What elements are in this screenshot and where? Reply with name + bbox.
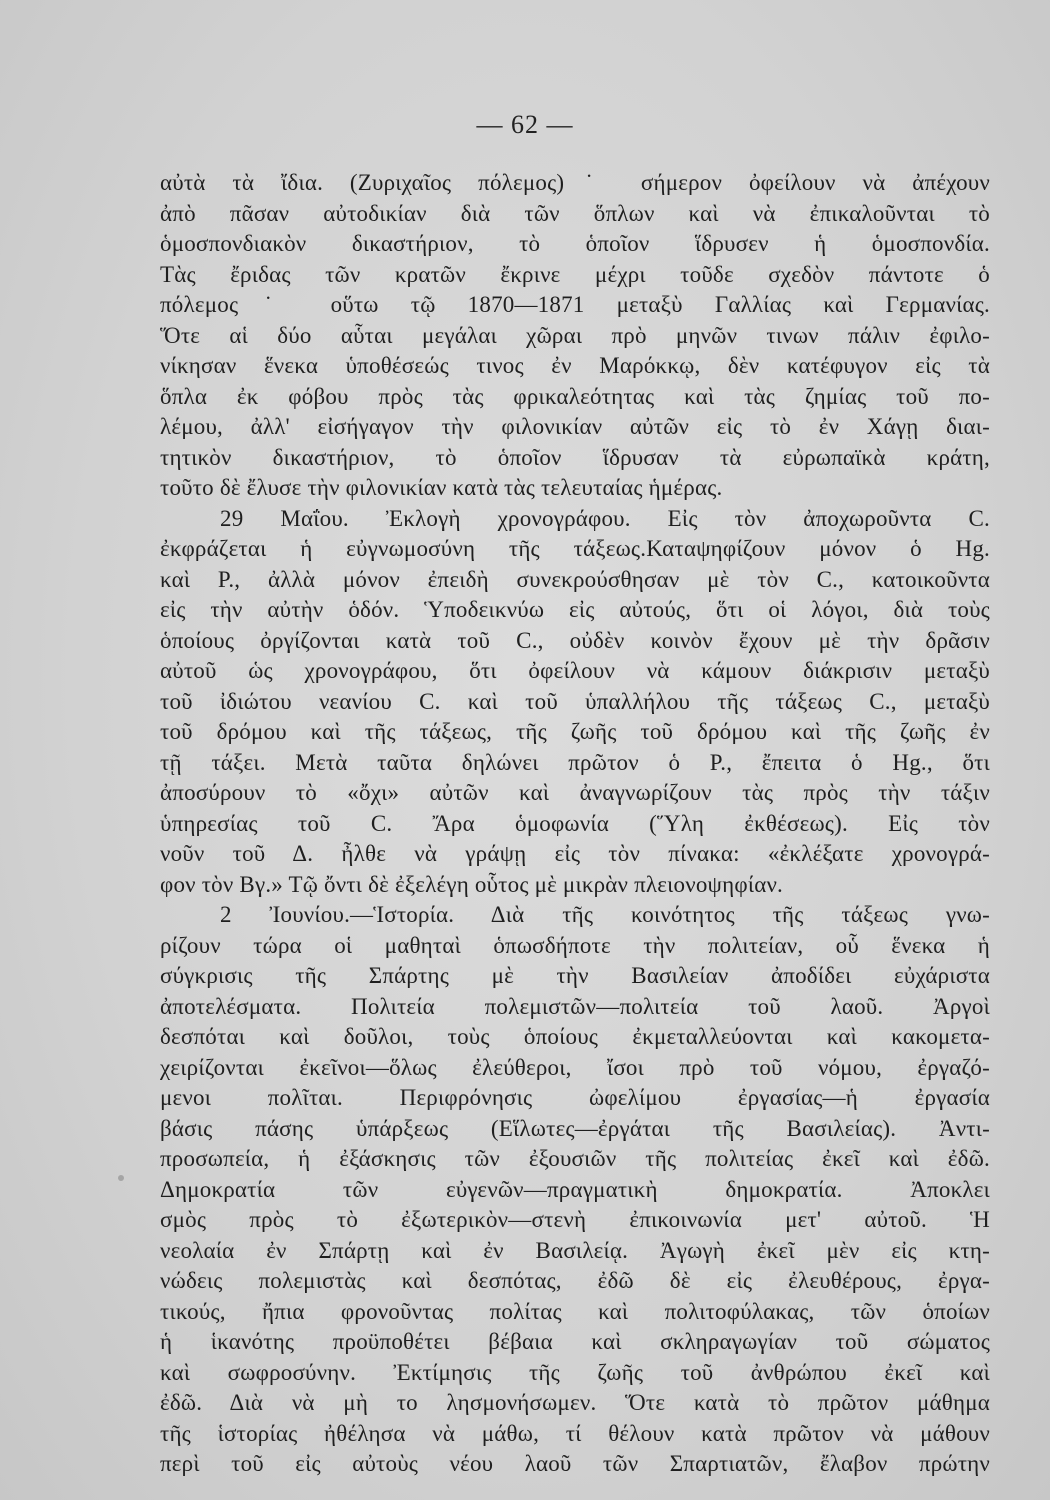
text-line: ὁποίους ὀργίζονται κατὰ τοῦ C., οὐδὲν κοινὸν ἔχουν μὲ τὴν δρᾶσιν [160, 627, 990, 653]
text-line: νίκησαν ἕνεκα ὑποθέσεώς τινος ἐν Μαρόκκῳ, δὲν κατέφυγον εἰς τὰ [160, 353, 990, 378]
text-line: τικούς, ἤπια φρονοῦντας πολίτας καὶ πολιτοφύλακας, τῶν ὁποίων [160, 1298, 990, 1324]
text-line: 2 Ἰουνίου.—Ἱστορία. Διὰ τῆς κοινότητος τῆς τάξεως γνω- [220, 902, 990, 927]
text-line: σμὸς πρὸς τὸ ἐξωτερικὸν—στενὴ ἐπικοινωνία μετ' αὐτοῦ. Ἡ [160, 1207, 990, 1232]
text-line: φον τὸν Bγ.» Τῷ ὄντι δὲ ἐξελέγη οὗτος μὲ μικρὰν πλειονοψηφίαν. [160, 871, 784, 897]
text-line: τοῦ δρόμου καὶ τῆς τάξεως, τῆς ζωῆς τοῦ δρόμου καὶ τῆς ζωῆς ἐν [160, 719, 990, 744]
text-line: καὶ P., ἀλλὰ μόνον ἐπειδὴ συνεκρούσθησαν μὲ τὸν C., κατοικοῦντα [160, 566, 990, 592]
text-line: προσωπεία, ἡ ἐξάσκησις τῶν ἐξουσιῶν τῆς πολιτείας ἐκεῖ καὶ ἐδῶ. [160, 1146, 990, 1171]
text-line: ὅπλα ἐκ φόβου πρὸς τὰς φρικαλεότητας καὶ τὰς ζημίας τοῦ πο- [160, 383, 990, 409]
text-line: σύγκρισις τῆς Σπάρτης μὲ τὴν Βασιλείαν ἀποδίδει εὐχάριστα [160, 963, 990, 988]
text-line: τῆς ἱστορίας ἠθέλησα νὰ μάθω, τί θέλουν κατὰ πρῶτον νὰ μάθουν [160, 1420, 990, 1446]
text-line: αὐτὰ τὰ ἴδια. (Ζυριχαῖος πόλεμος)˙ σήμερον ὀφείλουν νὰ ἀπέχουν [160, 170, 990, 195]
body-text [160, 168, 990, 1480]
text-line: μενοι πολῖται. Περιφρόνησις ὠφελίμου ἐργασίας—ἡ ἐργασία [160, 1085, 990, 1110]
page-number: — 62 — [476, 110, 574, 139]
text-line: περὶ τοῦ εἰς αὐτοὺς νέου λαοῦ τῶν Σπαρτιατῶν, ἔλαβον πρώτην [160, 1451, 990, 1476]
text-line: τοῦτο δὲ ἔλυσε τὴν φιλονικίαν κατὰ τὰς τελευταίας ἡμέρας. [160, 475, 723, 500]
ink-speck [118, 1175, 124, 1181]
text-line: ἐκφράζεται ἡ εὐγνωμοσύνη τῆς τάξεως.Καταψηφίζουν μόνον ὁ Hg. [160, 536, 990, 561]
text-line: τοῦ ἰδιώτου νεανίου C. καὶ τοῦ ὑπαλλήλου τῆς τάξεως C., μεταξὺ [160, 688, 990, 714]
text-line: εἰς τὴν αὐτὴν ὁδόν. Ὑποδεικνύω εἰς αὐτούς, ὅτι οἱ λόγοι, διὰ τοὺς [160, 597, 990, 622]
text-line: καὶ σωφροσύνην. Ἐκτίμησις τῆς ζωῆς τοῦ ἀνθρώπου ἐκεῖ καὶ [160, 1359, 990, 1385]
text-line: πόλεμος˙ οὕτω τῷ 1870—1871 μεταξὺ Γαλλίας καὶ Γερμανίας. [160, 292, 990, 317]
text-line: ἐδῶ. Διὰ νὰ μὴ το λησμονήσωμεν. Ὅτε κατὰ τὸ πρῶτον μάθημα [160, 1390, 990, 1415]
text-line: τῇ τάξει. Μετὰ ταῦτα δηλώνει πρῶτον ὁ P., ἔπειτα ὁ Hg., ὅτι [160, 749, 990, 775]
text-line: τητικὸν δικαστήριον, τὸ ὁποῖον ἵδρυσαν τὰ εὐρωπαϊκὰ κράτη, [160, 444, 990, 470]
text-line: ἀποτελέσματα. Πολιτεία πολεμιστῶν—πολιτεία τοῦ λαοῦ. Ἀργοὶ [160, 993, 990, 1019]
text-line: νώδεις πολεμιστὰς καὶ δεσπότας, ἐδῶ δὲ εἰς ἐλευθέρους, ἐργα- [160, 1268, 990, 1293]
text-line: ὁμοσπονδιακὸν δικαστήριον, τὸ ὁποῖον ἵδρυσεν ἡ ὁμοσπονδία. [160, 231, 990, 256]
text-line: Δημοκρατία τῶν εὐγενῶν—πραγματικὴ δημοκρατία. Ἀποκλει [160, 1176, 990, 1202]
text-line: χειρίζονται ἐκεῖνοι—ὅλως ἐλεύθεροι, ἴσοι πρὸ τοῦ νόμου, ἐργαζό- [160, 1054, 990, 1080]
text-line: Ὅτε αἱ δύο αὗται μεγάλαι χῶραι πρὸ μηνῶν τινων πάλιν ἐφιλο- [160, 322, 990, 348]
text-line: λέμου, ἀλλ' εἰσήγαγον τὴν φιλονικίαν αὐτῶν εἰς τὸ ἐν Χάγῃ διαι- [160, 414, 990, 439]
text-line: Τὰς ἔριδας τῶν κρατῶν ἔκρινε μέχρι τοῦδε σχεδὸν πάντοτε ὁ [160, 261, 990, 287]
text-line: ἀποσύρουν τὸ «ὄχι» αὐτῶν καὶ ἀναγνωρίζουν τὰς πρὸς τὴν τάξιν [160, 780, 990, 805]
text-line: βάσις πάσης ὑπάρξεως (Εἵλωτες—ἐργάται τῆς Βασιλείας). Ἀντι- [160, 1115, 990, 1141]
text-line: ἡ ἱκανότης προϋποθέτει βέβαια καὶ σκληραγωγίαν τοῦ σώματος [160, 1329, 990, 1354]
text-line: ἀπὸ πᾶσαν αὐτοδικίαν διὰ τῶν ὅπλων καὶ νὰ ἐπικαλοῦνται τὸ [160, 200, 990, 226]
text-line: ὑπηρεσίας τοῦ C. Ἄρα ὁμοφωνία (Ὕλη ἐκθέσεως). Εἰς τὸν [160, 810, 990, 836]
text-line: νεολαία ἐν Σπάρτῃ καὶ ἐν Βασιλείᾳ. Ἀγωγὴ ἐκεῖ μὲν εἰς κτη- [160, 1237, 990, 1263]
text-line: νοῦν τοῦ Δ. ἦλθε νὰ γράψῃ εἰς τὸν πίνακα: «ἐκλέξατε χρονογρά- [160, 841, 990, 866]
text-line: ρίζουν τώρα οἱ μαθηταὶ ὁπωσδήποτε τὴν πολιτείαν, οὗ ἕνεκα ἡ [160, 932, 990, 958]
text-line: αὐτοῦ ὡς χρονογράφου, ὅτι ὀφείλουν νὰ κάμουν διάκρισιν μεταξὺ [160, 658, 990, 683]
text-line: δεσπόται καὶ δοῦλοι, τοὺς ὁποίους ἐκμεταλλεύονται καὶ κακομετα- [160, 1024, 990, 1049]
text-line: 29 Μαΐου. Ἐκλογὴ χρονογράφου. Εἰς τὸν ἀποχωροῦντα C. [220, 505, 990, 531]
